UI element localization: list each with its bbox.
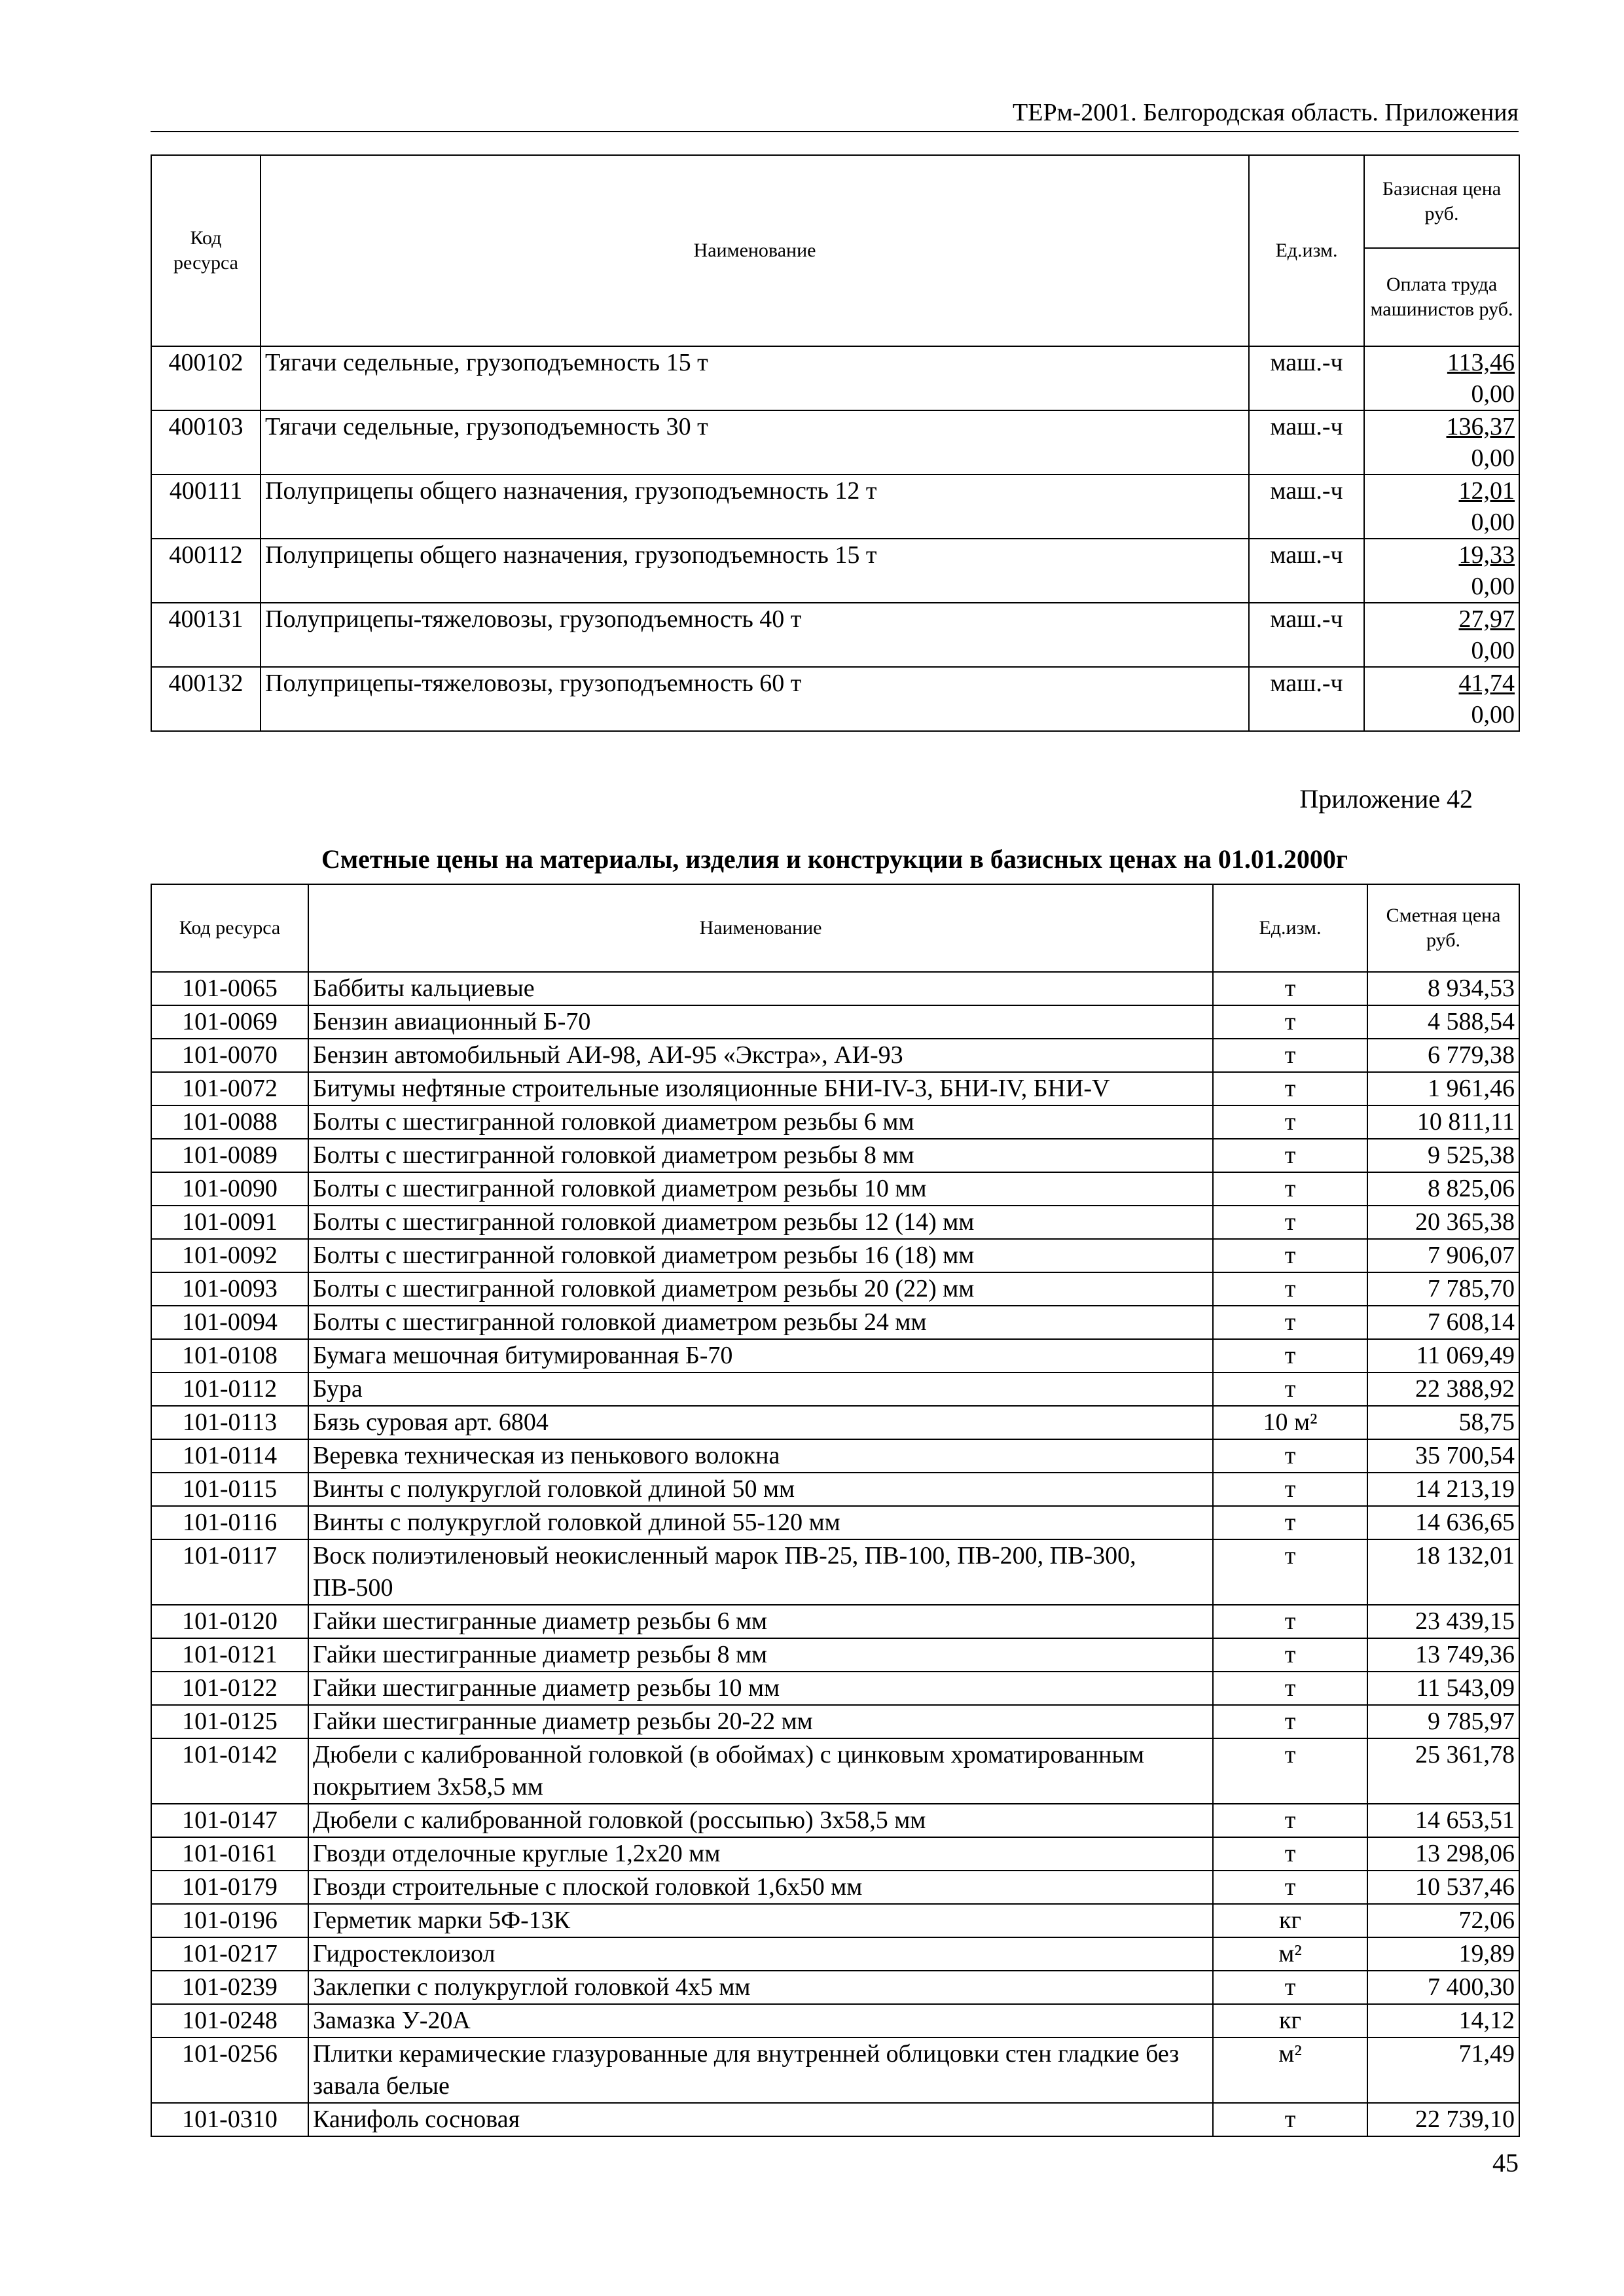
resource-name: Бензин автомобильный АИ-98, АИ-95 «Экстра», АИ-93 [308, 1039, 1213, 1072]
table-row [151, 1206, 1519, 1239]
resource-name: Болты с шестигранной головкой диаметром резьбы 12 (14) мм [308, 1206, 1213, 1239]
resource-name: Дюбели с калиброванной головкой (россыпью) 3х58,5 мм [308, 1804, 1213, 1837]
col-header-code: Код ресурса [151, 884, 308, 972]
estimated-price: 9 525,38 [1367, 1139, 1519, 1172]
resource-code: 101-0070 [151, 1039, 308, 1072]
estimated-price: 7 608,14 [1367, 1306, 1519, 1339]
estimated-price: 19,89 [1367, 1937, 1519, 1971]
price-cell [1364, 475, 1519, 539]
table-row [151, 1439, 1519, 1473]
resource-name: Винты с полукруглой головкой длиной 55-120 мм [308, 1506, 1213, 1539]
estimated-price: 4 588,54 [1367, 1005, 1519, 1039]
unit: т [1213, 1605, 1367, 1638]
table-row [151, 1605, 1519, 1638]
unit: т [1213, 1139, 1367, 1172]
estimated-price: 71,49 [1367, 2037, 1519, 2103]
resource-name: Замазка У-20А [308, 2004, 1213, 2037]
resource-name: Бумага мешочная битумированная Б-70 [308, 1339, 1213, 1372]
resource-code: 101-0142 [151, 1738, 308, 1804]
unit: м² [1213, 1937, 1367, 1971]
table-row [151, 2103, 1519, 2136]
estimated-price: 72,06 [1367, 1904, 1519, 1937]
base-price: 41,74 [1458, 670, 1515, 697]
unit: т [1213, 1272, 1367, 1306]
col-header-name: Наименование [261, 155, 1249, 346]
resource-code: 101-0179 [151, 1871, 308, 1904]
resource-name: Бязь суровая арт. 6804 [308, 1406, 1213, 1439]
col-header-name: Наименование [308, 884, 1213, 972]
table-row [151, 1506, 1519, 1539]
price-cell [1364, 539, 1519, 603]
materials-title: Сметные цены на материалы, изделия и конструкции в базисных ценах на 01.01.2000г [321, 844, 1348, 874]
estimated-price: 7 400,30 [1367, 1971, 1519, 2004]
estimated-price: 18 132,01 [1367, 1539, 1519, 1605]
unit: маш.-ч [1249, 475, 1364, 539]
resource-name: Дюбели с калиброванной головкой (в обоймах) с цинковым хроматированным покрытием 3х58,5 мм [308, 1738, 1213, 1804]
resource-code: 400112 [151, 539, 261, 603]
table-row [151, 1072, 1519, 1105]
resource-code: 101-0217 [151, 1937, 308, 1971]
estimated-price: 7 906,07 [1367, 1239, 1519, 1272]
estimated-price: 58,75 [1367, 1406, 1519, 1439]
unit: т [1213, 1672, 1367, 1705]
resource-code: 101-0121 [151, 1638, 308, 1672]
resource-name: Гайки шестигранные диаметр резьбы 10 мм [308, 1672, 1213, 1705]
estimated-price: 35 700,54 [1367, 1439, 1519, 1473]
machines-table-body [151, 346, 1519, 731]
resource-name: Гидростеклоизол [308, 1937, 1213, 1971]
table-row [151, 539, 1519, 603]
unit: маш.-ч [1249, 539, 1364, 603]
unit: т [1213, 1005, 1367, 1039]
resource-name: Гайки шестигранные диаметр резьбы 6 мм [308, 1605, 1213, 1638]
unit: маш.-ч [1249, 346, 1364, 410]
table-row [151, 1738, 1519, 1804]
resource-name: Заклепки с полукруглой головкой 4х5 мм [308, 1971, 1213, 2004]
resource-name: Битумы нефтяные строительные изоляционные БНИ-IV-3, БНИ-IV, БНИ-V [308, 1072, 1213, 1105]
unit: т [1213, 1339, 1367, 1372]
unit: м² [1213, 2037, 1367, 2103]
resource-code: 101-0310 [151, 2103, 308, 2136]
table-row [151, 1904, 1519, 1937]
unit: т [1213, 1871, 1367, 1904]
resource-code: 101-0120 [151, 1605, 308, 1638]
estimated-price: 6 779,38 [1367, 1039, 1519, 1072]
table-row [151, 1339, 1519, 1372]
estimated-price: 8 934,53 [1367, 972, 1519, 1005]
resource-code: 101-0092 [151, 1239, 308, 1272]
resource-name: Болты с шестигранной головкой диаметром резьбы 16 (18) мм [308, 1239, 1213, 1272]
resource-name: Болты с шестигранной головкой диаметром резьбы 8 мм [308, 1139, 1213, 1172]
resource-code: 400132 [151, 667, 261, 731]
unit: 10 м² [1213, 1406, 1367, 1439]
resource-code: 101-0125 [151, 1705, 308, 1738]
resource-name: Гвозди строительные с плоской головкой 1,6х50 мм [308, 1871, 1213, 1904]
unit: т [1213, 1439, 1367, 1473]
unit: т [1213, 1506, 1367, 1539]
table-row [151, 1638, 1519, 1672]
estimated-price: 13 298,06 [1367, 1837, 1519, 1871]
resource-code: 101-0065 [151, 972, 308, 1005]
table-row [151, 1172, 1519, 1206]
resource-code: 101-0069 [151, 1005, 308, 1039]
estimated-price: 1 961,46 [1367, 1072, 1519, 1105]
col-header-labor: Оплата труда машинистов руб. [1364, 248, 1519, 346]
appendix-label: Приложение 42 [1299, 784, 1473, 814]
machines-table [151, 154, 1520, 732]
estimated-price: 7 785,70 [1367, 1272, 1519, 1306]
resource-name: Тягачи седельные, грузоподъемность 30 т [261, 410, 1249, 475]
unit: т [1213, 1306, 1367, 1339]
price-cell [1364, 603, 1519, 667]
col-header-price: Сметная цена руб. [1367, 884, 1519, 972]
materials-table [151, 884, 1520, 2137]
estimated-price: 10 811,11 [1367, 1105, 1519, 1139]
estimated-price: 8 825,06 [1367, 1172, 1519, 1206]
unit: т [1213, 1172, 1367, 1206]
labor-price: 0,00 [1471, 637, 1515, 664]
unit: т [1213, 1738, 1367, 1804]
resource-code: 101-0256 [151, 2037, 308, 2103]
estimated-price: 13 749,36 [1367, 1638, 1519, 1672]
unit: т [1213, 1804, 1367, 1837]
estimated-price: 11 543,09 [1367, 1672, 1519, 1705]
resource-code: 101-0161 [151, 1837, 308, 1871]
price-cell [1364, 667, 1519, 731]
resource-name: Гвозди отделочные круглые 1,2х20 мм [308, 1837, 1213, 1871]
resource-name: Гайки шестигранные диаметр резьбы 8 мм [308, 1638, 1213, 1672]
base-price: 136,37 [1446, 413, 1515, 440]
unit: т [1213, 2103, 1367, 2136]
resource-name: Баббиты кальциевые [308, 972, 1213, 1005]
unit: т [1213, 1039, 1367, 1072]
resource-code: 101-0089 [151, 1139, 308, 1172]
unit: т [1213, 1105, 1367, 1139]
labor-price: 0,00 [1471, 509, 1515, 536]
table-row [151, 972, 1519, 1005]
unit: т [1213, 1372, 1367, 1406]
base-price: 27,97 [1458, 605, 1515, 633]
table-row [151, 1971, 1519, 2004]
unit: т [1213, 1705, 1367, 1738]
resource-code: 101-0112 [151, 1372, 308, 1406]
resource-name: Тягачи седельные, грузоподъемность 15 т [261, 346, 1249, 410]
table-row [151, 1005, 1519, 1039]
estimated-price: 11 069,49 [1367, 1339, 1519, 1372]
resource-code: 101-0091 [151, 1206, 308, 1239]
unit: т [1213, 1473, 1367, 1506]
table-row [151, 2004, 1519, 2037]
unit: кг [1213, 2004, 1367, 2037]
col-header-unit: Ед.изм. [1249, 155, 1364, 346]
resource-name: Гайки шестигранные диаметр резьбы 20-22 мм [308, 1705, 1213, 1738]
resource-code: 101-0108 [151, 1339, 308, 1372]
resource-name: Болты с шестигранной головкой диаметром резьбы 24 мм [308, 1306, 1213, 1339]
resource-code: 101-0088 [151, 1105, 308, 1139]
unit: т [1213, 1539, 1367, 1605]
estimated-price: 10 537,46 [1367, 1871, 1519, 1904]
resource-name: Болты с шестигранной головкой диаметром резьбы 20 (22) мм [308, 1272, 1213, 1306]
resource-code: 101-0094 [151, 1306, 308, 1339]
table-row [151, 1837, 1519, 1871]
unit: т [1213, 1206, 1367, 1239]
table-row [151, 1705, 1519, 1738]
table-row [151, 475, 1519, 539]
resource-code: 101-0114 [151, 1439, 308, 1473]
price-cell [1364, 410, 1519, 475]
resource-name: Болты с шестигранной головкой диаметром резьбы 6 мм [308, 1105, 1213, 1139]
table-row [151, 667, 1519, 731]
table-row [151, 1937, 1519, 1971]
resource-name: Винты с полукруглой головкой длиной 50 мм [308, 1473, 1213, 1506]
estimated-price: 14 653,51 [1367, 1804, 1519, 1837]
price-cell [1364, 346, 1519, 410]
materials-table-body [151, 972, 1519, 2136]
table-row [151, 1406, 1519, 1439]
resource-code: 101-0196 [151, 1904, 308, 1937]
resource-name: Полуприцепы общего назначения, грузоподъемность 15 т [261, 539, 1249, 603]
table-row [151, 1473, 1519, 1506]
resource-code: 101-0122 [151, 1672, 308, 1705]
estimated-price: 14,12 [1367, 2004, 1519, 2037]
base-price: 12,01 [1458, 477, 1515, 505]
base-price: 113,46 [1447, 349, 1515, 376]
unit: маш.-ч [1249, 667, 1364, 731]
table-row [151, 1139, 1519, 1172]
table-row [151, 1804, 1519, 1837]
resource-name: Канифоль сосновая [308, 2103, 1213, 2136]
estimated-price: 9 785,97 [1367, 1705, 1519, 1738]
resource-code: 101-0117 [151, 1539, 308, 1605]
resource-code: 101-0147 [151, 1804, 308, 1837]
estimated-price: 22 739,10 [1367, 2103, 1519, 2136]
base-price: 19,33 [1458, 541, 1515, 569]
table-row [151, 1272, 1519, 1306]
table-row [151, 1539, 1519, 1605]
labor-price: 0,00 [1471, 573, 1515, 600]
unit: т [1213, 972, 1367, 1005]
estimated-price: 22 388,92 [1367, 1372, 1519, 1406]
resource-code: 400103 [151, 410, 261, 475]
resource-code: 101-0093 [151, 1272, 308, 1306]
resource-code: 101-0113 [151, 1406, 308, 1439]
table-row [151, 410, 1519, 475]
resource-name: Полуприцепы-тяжеловозы, грузоподъемность 60 т [261, 667, 1249, 731]
table-row [151, 1239, 1519, 1272]
resource-code: 400131 [151, 603, 261, 667]
table-row [151, 346, 1519, 410]
labor-price: 0,00 [1471, 701, 1515, 728]
resource-code: 101-0115 [151, 1473, 308, 1506]
resource-code: 101-0116 [151, 1506, 308, 1539]
unit: т [1213, 1638, 1367, 1672]
resource-name: Болты с шестигранной головкой диаметром резьбы 10 мм [308, 1172, 1213, 1206]
table-row [151, 1105, 1519, 1139]
table-row [151, 1306, 1519, 1339]
resource-code: 101-0090 [151, 1172, 308, 1206]
estimated-price: 25 361,78 [1367, 1738, 1519, 1804]
unit: т [1213, 1971, 1367, 2004]
running-header: ТЕРм-2001. Белгородская область. Приложения [151, 97, 1519, 132]
unit: маш.-ч [1249, 410, 1364, 475]
table-row [151, 1871, 1519, 1904]
resource-code: 400102 [151, 346, 261, 410]
unit: т [1213, 1837, 1367, 1871]
resource-name: Воск полиэтиленовый неокисленный марок ПВ-25, ПВ-100, ПВ-200, ПВ-300, ПВ-500 [308, 1539, 1213, 1605]
resource-name: Бура [308, 1372, 1213, 1406]
page-number: 45 [1492, 2148, 1519, 2178]
table-row [151, 1372, 1519, 1406]
resource-name: Герметик марки 5Ф-13К [308, 1904, 1213, 1937]
table-row [151, 2037, 1519, 2103]
labor-price: 0,00 [1471, 380, 1515, 408]
resource-code: 400111 [151, 475, 261, 539]
resource-name: Бензин авиационный Б-70 [308, 1005, 1213, 1039]
resource-name: Веревка техническая из пенькового волокна [308, 1439, 1213, 1473]
resource-name: Плитки керамические глазурованные для внутренней облицовки стен гладкие без завала белые [308, 2037, 1213, 2103]
labor-price: 0,00 [1471, 444, 1515, 472]
unit: т [1213, 1239, 1367, 1272]
resource-code: 101-0072 [151, 1072, 308, 1105]
col-header-base-price: Базисная цена руб. [1364, 155, 1519, 248]
estimated-price: 20 365,38 [1367, 1206, 1519, 1239]
resource-code: 101-0239 [151, 1971, 308, 2004]
estimated-price: 14 636,65 [1367, 1506, 1519, 1539]
resource-name: Полуприцепы общего назначения, грузоподъемность 12 т [261, 475, 1249, 539]
col-header-unit: Ед.изм. [1213, 884, 1367, 972]
unit: т [1213, 1072, 1367, 1105]
table-row [151, 1672, 1519, 1705]
table-row [151, 603, 1519, 667]
unit: кг [1213, 1904, 1367, 1937]
resource-code: 101-0248 [151, 2004, 308, 2037]
unit: маш.-ч [1249, 603, 1364, 667]
resource-name: Полуприцепы-тяжеловозы, грузоподъемность 40 т [261, 603, 1249, 667]
col-header-code: Код ресурса [151, 155, 261, 346]
table-row [151, 1039, 1519, 1072]
estimated-price: 14 213,19 [1367, 1473, 1519, 1506]
estimated-price: 23 439,15 [1367, 1605, 1519, 1638]
